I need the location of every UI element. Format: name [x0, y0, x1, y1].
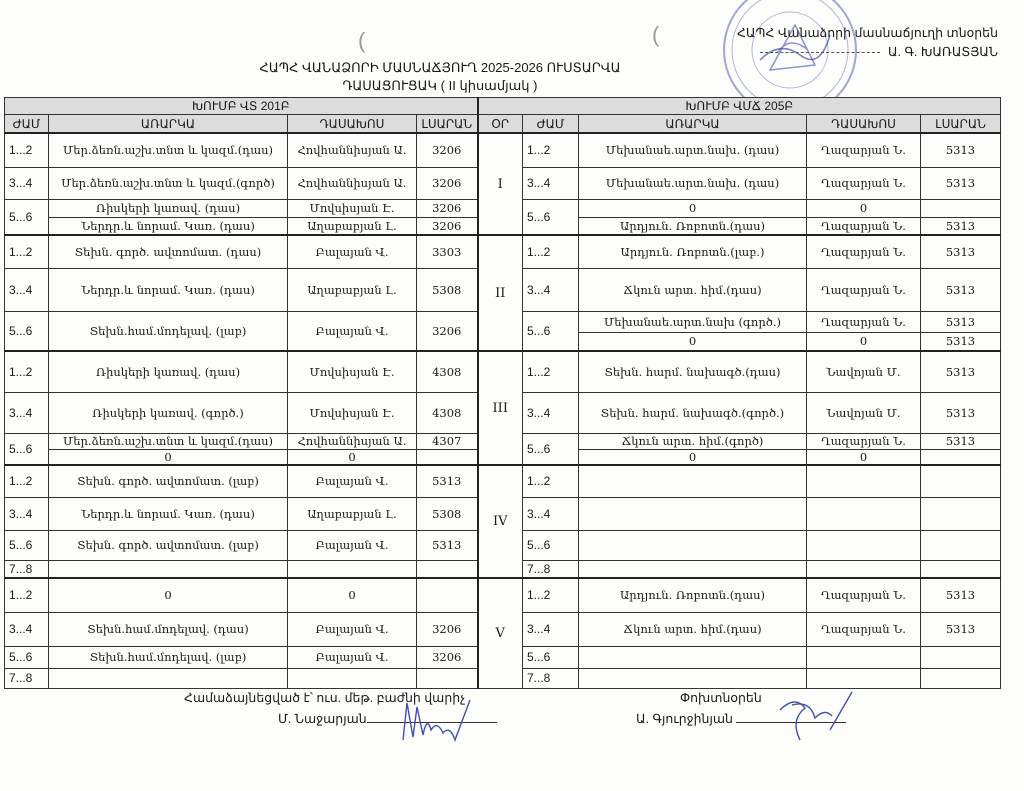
subject-cell-left: 0	[49, 578, 288, 612]
room-cell-right: 5313	[921, 268, 1001, 311]
room-cell-left	[417, 560, 478, 578]
subject-cell-left: Տեխն.համ.մոդելավ. (լաբ)	[49, 646, 288, 668]
hour-cell-left: 1...2	[5, 351, 49, 392]
room-cell-right: 5313	[921, 217, 1001, 235]
subject-cell-right: Արդյուն. Ռոբոտն.(դաս)	[579, 578, 807, 612]
hour-cell-right: 5...6	[523, 199, 579, 235]
hour-cell-right: 5...6	[523, 433, 579, 465]
teacher-cell-right: Ղազարյան Ն.	[807, 167, 921, 199]
col-room-left: ԼՍԱՐԱՆ	[417, 115, 478, 134]
teacher-cell-right: Ղազարյան Ն.	[807, 133, 921, 167]
teacher-cell-right: Ղազարյան Ն.	[807, 578, 921, 612]
teacher-cell-left: Մովսիսյան Է.	[288, 199, 417, 217]
room-cell-left: 3206	[417, 217, 478, 235]
teacher-cell-right: Ղազարյան Ն.	[807, 612, 921, 646]
room-cell-right: 5313	[921, 235, 1001, 268]
teacher-cell-right: Ղազարյան Ն.	[807, 433, 921, 449]
subject-cell-right: Ճկուն արտ. հիմ.(գործ)	[579, 433, 807, 449]
room-cell-left: 5308	[417, 497, 478, 530]
room-cell-left: 5308	[417, 268, 478, 311]
room-cell-right	[921, 449, 1001, 465]
teacher-cell-left: Բալայան Վ.	[288, 530, 417, 560]
teacher-cell-right	[807, 560, 921, 578]
teacher-cell-right: Նավոյան Մ.	[807, 392, 921, 433]
col-room-right: ԼՍԱՐԱՆ	[921, 115, 1001, 134]
room-cell-left: 5313	[417, 530, 478, 560]
subject-cell-left	[49, 668, 288, 688]
teacher-cell-left: 0	[288, 449, 417, 465]
approval-name: Ա. Գ. ԽԱՌԱՏՅԱՆ	[887, 45, 998, 59]
room-cell-right	[921, 199, 1001, 217]
hour-cell-left: 7...8	[5, 560, 49, 578]
hour-cell-left: 7...8	[5, 668, 49, 688]
teacher-cell-left: Աղաբաբյան Լ.	[288, 217, 417, 235]
subject-cell-left: Ռիսկերի կառավ. (գործ.)	[49, 392, 288, 433]
subject-cell-right: 0	[579, 449, 807, 465]
room-cell-left: 3206	[417, 612, 478, 646]
room-cell-left	[417, 449, 478, 465]
subject-cell-left: 0	[49, 449, 288, 465]
hour-cell-left: 5...6	[5, 646, 49, 668]
hour-cell-right: 3...4	[523, 268, 579, 311]
subject-cell-left: Տեխն.համ.մոդելավ. (դաս)	[49, 612, 288, 646]
col-day: ՕՐ	[478, 115, 523, 134]
day-cell: III	[478, 351, 523, 465]
col-hour-right: ԺԱՄ	[523, 115, 579, 134]
table-row	[5, 465, 1001, 497]
group-right-header: ԽՈՒՄԲ ՎՄՃ 205Բ	[478, 98, 1001, 115]
teacher-cell-left: Հովհաննիսյան Ա.	[288, 133, 417, 167]
table-row	[5, 351, 1001, 392]
subject-cell-right: Արդյուն. Ռոբոտն.(լաբ.)	[579, 235, 807, 268]
teacher-cell-right: 0	[807, 332, 921, 351]
hour-cell-left: 1...2	[5, 465, 49, 497]
room-cell-right	[921, 465, 1001, 497]
subject-cell-right	[579, 465, 807, 497]
subject-cell-left: Տեխն. գործ. ավտոմատ. (լաբ)	[49, 530, 288, 560]
hour-cell-left: 3...4	[5, 268, 49, 311]
col-teacher-right: ԴԱՍԱԽՈՍ	[807, 115, 921, 134]
col-subject-left: ԱՌԱՐԿԱ	[49, 115, 288, 134]
teacher-cell-right: Նավոյան Մ.	[807, 351, 921, 392]
teacher-cell-right	[807, 530, 921, 560]
subject-cell-right	[579, 560, 807, 578]
subject-cell-left: Ռիսկերի կառավ. (դաս)	[49, 199, 288, 217]
teacher-cell-left: Բալայան Վ.	[288, 235, 417, 268]
deputy-name-line	[636, 711, 846, 726]
room-cell-right: 5313	[921, 351, 1001, 392]
room-cell-left: 5313	[417, 465, 478, 497]
scan-mark: (	[652, 22, 660, 47]
room-cell-left: 3206	[417, 133, 478, 167]
hour-cell-right: 3...4	[523, 612, 579, 646]
subject-cell-right: 0	[579, 199, 807, 217]
teacher-cell-right	[807, 646, 921, 668]
document-title: ՀԱՊՀ ՎԱՆԱՁՈՐԻ ՄԱՍՆԱՃՅՈՒՂ 2025-2026 ՈՒՍՏԱՐՎԱ	[259, 60, 621, 75]
agreed-label: Համաձայնեցված է՝ ուս. մեթ. բաժնի վարիչ	[184, 691, 466, 705]
subject-cell-right: Ճկուն արտ. հիմ.(դաս)	[579, 268, 807, 311]
hour-cell-left: 3...4	[5, 392, 49, 433]
hour-cell-right: 3...4	[523, 497, 579, 530]
hour-cell-right: 7...8	[523, 560, 579, 578]
hour-cell-left: 1...2	[5, 235, 49, 268]
hour-cell-left: 5...6	[5, 530, 49, 560]
document-subtitle: ԴԱՍԱՑՈՒՑԱԿ ( II կիսամյակ )	[342, 78, 538, 93]
subject-cell-right: Տեխն. հարմ. նախագծ.(դաս)	[579, 351, 807, 392]
day-cell: II	[478, 235, 523, 351]
room-cell-left: 3303	[417, 235, 478, 268]
subject-cell-left: Մեր.ձեռն.աշխ.տնտ և կազմ.(դաս)	[49, 133, 288, 167]
subject-cell-right: Մեխանաե.արտ.նախ (գործ.)	[579, 311, 807, 332]
approval-signature-line	[760, 52, 880, 53]
subject-cell-left: Ներդր.և նորամ. Կառ. (դաս)	[49, 497, 288, 530]
subject-cell-left: Տեխն. գործ. ավտոմատ. (դաս)	[49, 235, 288, 268]
teacher-cell-right: Ղազարյան Ն.	[807, 217, 921, 235]
table-row	[5, 133, 1001, 167]
teacher-cell-left: Մովսիսյան Է.	[288, 351, 417, 392]
room-cell-left: 4308	[417, 351, 478, 392]
room-cell-right	[921, 646, 1001, 668]
subject-cell-right	[579, 668, 807, 688]
day-cell: I	[478, 133, 523, 235]
room-cell-left	[417, 578, 478, 612]
deputy-name: Ա. Գյուրջինյան	[636, 712, 733, 726]
hour-cell-left: 5...6	[5, 199, 49, 235]
schedule-body	[5, 133, 1001, 688]
room-cell-left: 4308	[417, 392, 478, 433]
subject-cell-left: Տեխն.համ.մոդելավ. (լաբ)	[49, 311, 288, 351]
room-cell-right	[921, 668, 1001, 688]
teacher-cell-right: Ղազարյան Ն.	[807, 235, 921, 268]
teacher-cell-right	[807, 668, 921, 688]
teacher-cell-left: Բալայան Վ.	[288, 465, 417, 497]
room-cell-right	[921, 530, 1001, 560]
hour-cell-right: 3...4	[523, 392, 579, 433]
day-cell: IV	[478, 465, 523, 578]
hour-cell-right: 1...2	[523, 465, 579, 497]
room-cell-left: 3206	[417, 646, 478, 668]
hour-cell-right: 1...2	[523, 235, 579, 268]
agreed-name: Մ. Նաջարյան	[278, 712, 367, 726]
hour-cell-right: 5...6	[523, 530, 579, 560]
teacher-cell-right: Ղազարյան Ն.	[807, 311, 921, 332]
subject-cell-right: Ճկուն արտ. հիմ.(դաս)	[579, 612, 807, 646]
room-cell-right: 5313	[921, 433, 1001, 449]
teacher-cell-right	[807, 497, 921, 530]
subject-cell-right	[579, 530, 807, 560]
room-cell-right	[921, 497, 1001, 530]
room-cell-left: 3206	[417, 199, 478, 217]
scan-mark: (	[358, 28, 366, 53]
hour-cell-left: 1...2	[5, 133, 49, 167]
subject-cell-left: Մեր.ձեռն.աշխ.տնտ և կազմ.(դաս)	[49, 433, 288, 449]
teacher-cell-right: 0	[807, 449, 921, 465]
teacher-cell-left: Բալայան Վ.	[288, 612, 417, 646]
schedule-table	[4, 97, 1001, 689]
table-row	[5, 235, 1001, 268]
subject-cell-right: Մեխանաե.արտ.նախ. (դաս)	[579, 167, 807, 199]
subject-cell-left: Ռիսկերի կառավ. (դաս)	[49, 351, 288, 392]
subject-cell-right	[579, 497, 807, 530]
teacher-cell-left: Բալայան Վ.	[288, 646, 417, 668]
hour-cell-right: 3...4	[523, 167, 579, 199]
approval-position: ՀԱՊՀ Վանաձորի մասնաճյուղի տնօրեն	[736, 26, 998, 40]
hour-cell-right: 5...6	[523, 646, 579, 668]
subject-cell-left: Տեխն. գործ. ավտոմատ. (լաբ)	[49, 465, 288, 497]
room-cell-right: 5313	[921, 332, 1001, 351]
hour-cell-right: 1...2	[523, 133, 579, 167]
table-row	[5, 578, 1001, 612]
hour-cell-left: 5...6	[5, 433, 49, 465]
hour-cell-right: 7...8	[523, 668, 579, 688]
agreed-name-line	[278, 711, 497, 726]
teacher-cell-left	[288, 668, 417, 688]
teacher-cell-left: Հովհաննիսյան Ա.	[288, 433, 417, 449]
teacher-cell-left: Բալայան Վ.	[288, 311, 417, 351]
teacher-cell-left: Մովսիսյան Է.	[288, 392, 417, 433]
room-cell-right: 5313	[921, 133, 1001, 167]
teacher-cell-left: Հովհաննիսյան Ա.	[288, 167, 417, 199]
hour-cell-left: 3...4	[5, 612, 49, 646]
col-hour-left: ԺԱՄ	[5, 115, 49, 134]
subject-cell-right: Արդյուն. Ռոբոտն.(դաս)	[579, 217, 807, 235]
room-cell-right	[921, 560, 1001, 578]
hour-cell-left: 5...6	[5, 311, 49, 351]
group-left-header: ԽՈՒՄԲ ՎՏ 201Բ	[5, 98, 478, 115]
col-subject-right: ԱՌԱՐԿԱ	[579, 115, 807, 134]
hour-cell-right: 5...6	[523, 311, 579, 351]
room-cell-left: 4307	[417, 433, 478, 449]
subject-cell-right: 0	[579, 332, 807, 351]
room-cell-right: 5313	[921, 578, 1001, 612]
col-teacher-left: ԴԱՍԱԽՈՍ	[288, 115, 417, 134]
room-cell-right: 5313	[921, 392, 1001, 433]
teacher-cell-left: Աղաբաբյան Լ.	[288, 497, 417, 530]
room-cell-left	[417, 668, 478, 688]
day-cell: V	[478, 578, 523, 688]
hour-cell-right: 1...2	[523, 578, 579, 612]
hour-cell-left: 3...4	[5, 167, 49, 199]
hour-cell-left: 1...2	[5, 578, 49, 612]
teacher-cell-right	[807, 465, 921, 497]
teacher-cell-left: Աղաբաբյան Լ.	[288, 268, 417, 311]
teacher-cell-right: Ղազարյան Ն.	[807, 268, 921, 311]
teacher-cell-left: 0	[288, 578, 417, 612]
approval-block	[737, 24, 998, 62]
subject-cell-left	[49, 560, 288, 578]
subject-cell-right: Տեխն. հարմ. նախագծ.(գործ.)	[579, 392, 807, 433]
subject-cell-right	[579, 646, 807, 668]
subject-cell-right: Մեխանաե.արտ.նախ. (դաս)	[579, 133, 807, 167]
room-cell-left: 3206	[417, 167, 478, 199]
subject-cell-left: Մեր.ձեռն.աշխ.տնտ և կազմ.(գործ)	[49, 167, 288, 199]
deputy-label: Փոխտնօրեն	[680, 691, 762, 705]
room-cell-right: 5313	[921, 167, 1001, 199]
room-cell-left: 3206	[417, 311, 478, 351]
room-cell-right: 5313	[921, 311, 1001, 332]
subject-cell-left: Ներդր.և նորամ. Կառ. (դաս)	[49, 268, 288, 311]
hour-cell-right: 1...2	[523, 351, 579, 392]
teacher-cell-right: 0	[807, 199, 921, 217]
teacher-cell-left	[288, 560, 417, 578]
hour-cell-left: 3...4	[5, 497, 49, 530]
room-cell-right: 5313	[921, 612, 1001, 646]
subject-cell-left: Ներդր.և նորամ. Կառ. (դաս)	[49, 217, 288, 235]
